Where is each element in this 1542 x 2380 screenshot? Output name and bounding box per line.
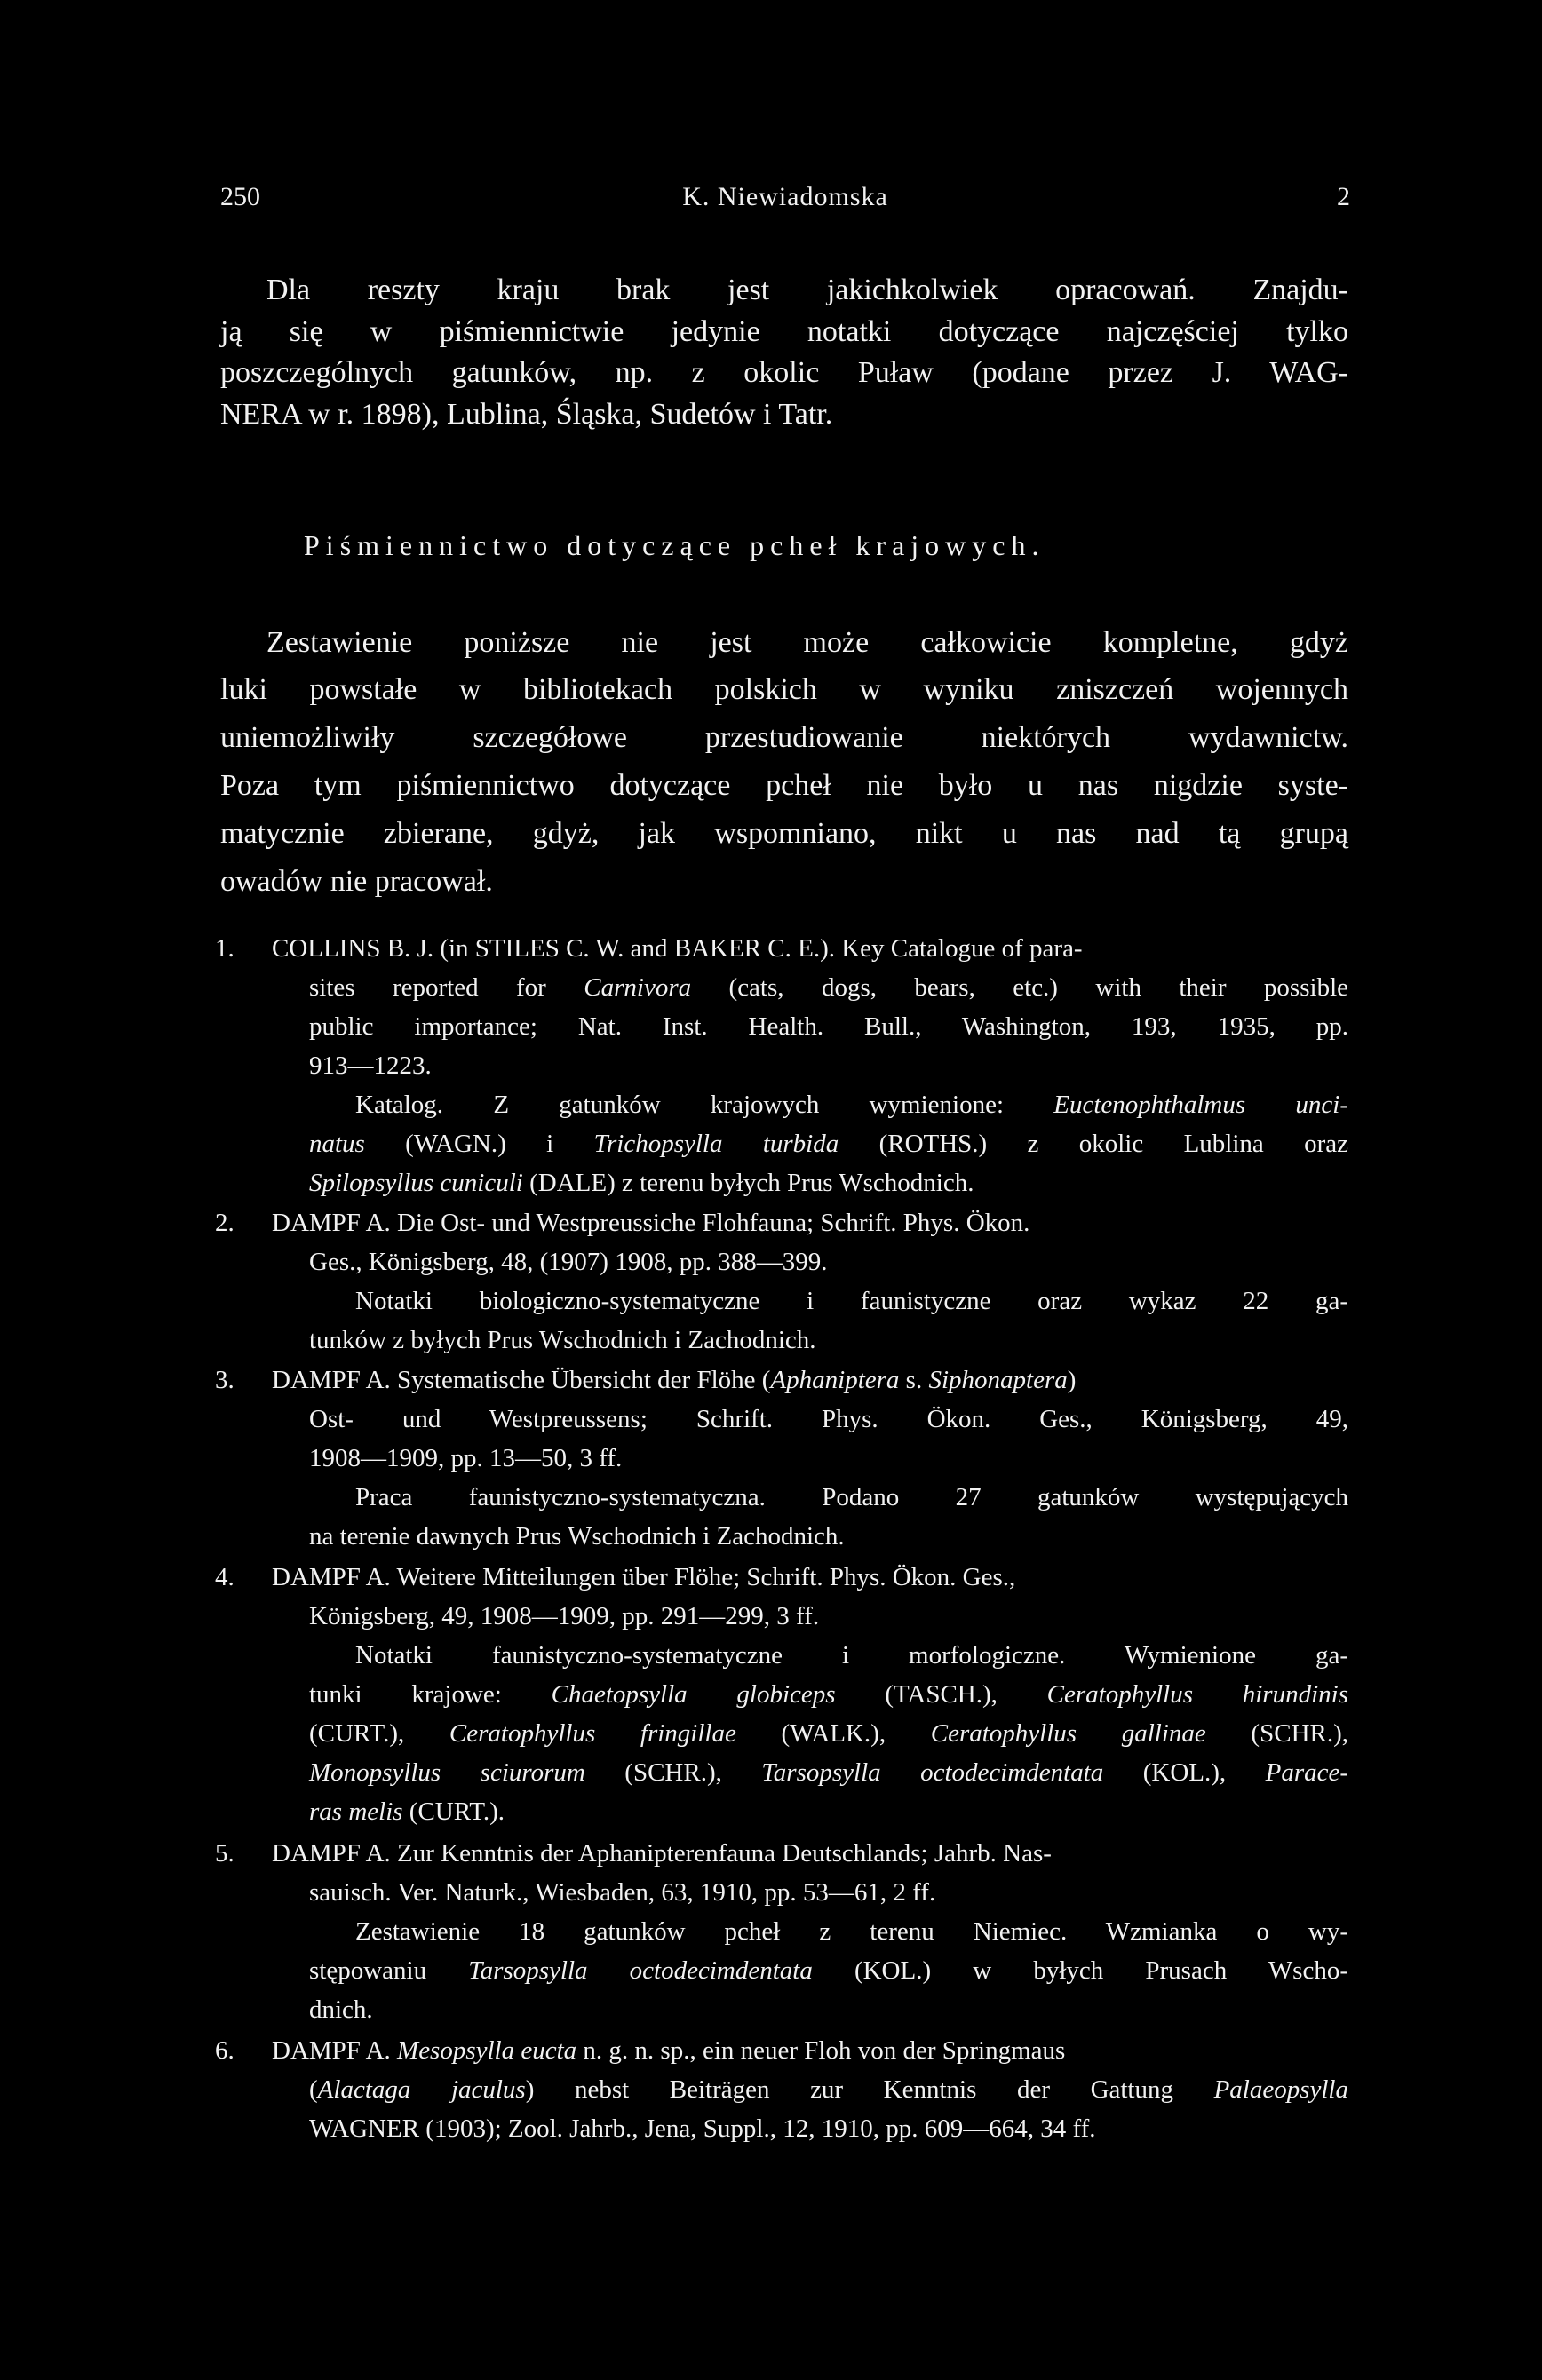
reference-number: 3. <box>215 1366 234 1394</box>
reference-comment: Praca faunistyczno-systematyczna. Podano 27 gatunków występujących <box>355 1483 1348 1511</box>
reference-number: 2. <box>215 1209 234 1237</box>
paragraph-line: uniemożliwiły szczegółowe przestudiowanie niektórych wydawnictw. <box>220 721 1348 754</box>
paragraph-line: owadów nie pracował. <box>220 865 493 898</box>
intro-line: ją się w piśmiennictwie jedynie notatki dotyczące najczęściej tylko <box>220 315 1348 348</box>
reference-entry-2 <box>215 1209 1029 1238</box>
intro-line: poszczególnych gatunków, np. z okolic Puław (podane przez J. WAG- <box>220 356 1348 389</box>
reference-line: Königsberg, 49, 1908—1909, pp. 291—299, 3 ff. <box>309 1602 820 1630</box>
reference-line: sauisch. Ver. Naturk., Wiesbaden, 63, 1910, pp. 53—61, 2 ff. <box>309 1878 936 1907</box>
reference-line: COLLINS B. J. (in STILES C. W. and BAKER C. E.). Key Catalogue of para- <box>272 934 1083 963</box>
reference-comment: Notatki biologiczno-systematyczne i faunistyczne oraz wykaz 22 ga- <box>355 1287 1348 1315</box>
reference-line: Ges., Königsberg, 48, (1907) 1908, pp. 388—399. <box>309 1248 828 1276</box>
reference-line: 1908—1909, pp. 13—50, 3 ff. <box>309 1444 623 1472</box>
section-number: 2 <box>1337 182 1350 211</box>
reference-number: 5. <box>215 1839 234 1868</box>
paragraph-line: luki powstałe w bibliotekach polskich w wyniku zniszczeń wojennych <box>220 673 1348 706</box>
reference-comment: tunków z byłych Prus Wschodnich i Zachodnich. <box>309 1326 816 1354</box>
reference-line: (Alactaga jaculus) nebst Beiträgen zur Kenntnis der Gattung Palaeopsylla <box>309 2075 1348 2104</box>
reference-number: 6. <box>215 2036 234 2065</box>
reference-comment: Notatki faunistyczno-systematyczne i morfologiczne. Wymienione ga- <box>355 1641 1348 1670</box>
reference-entry-3: 3. DAMPF A. Systematische Übersicht der Flöhe (Aphaniptera s. Siphonaptera) <box>215 1366 1077 1394</box>
page-number: 250 <box>220 182 260 211</box>
paragraph-line: Zestawienie poniższe nie jest może całkowicie kompletne, gdyż <box>266 626 1348 659</box>
reference-number: 1. <box>215 934 234 963</box>
reference-entry-6: 6. DAMPF A. Mesopsylla eucta n. g. n. sp., ein neuer Floh von der Springmaus <box>215 2036 1066 2065</box>
reference-line: public importance; Nat. Inst. Health. Bull., Washington, 193, 1935, pp. <box>309 1012 1348 1041</box>
reference-comment: Zestawienie 18 gatunków pcheł z terenu Niemiec. Wzmianka o wy- <box>355 1917 1348 1946</box>
reference-comment: ras melis (CURT.). <box>309 1797 505 1826</box>
reference-line: DAMPF A. Weitere Mitteilungen über Flöhe; Schrift. Phys. Ökon. Ges., <box>272 1563 1016 1591</box>
reference-comment: stępowaniu Tarsopsylla octodecimdentata (KOL.) w byłych Prusach Wscho- <box>309 1956 1348 1985</box>
reference-comment: dnich. <box>309 1995 373 2024</box>
reference-entry-4 <box>215 1563 1015 1592</box>
paragraph-line: Poza tym piśmiennictwo dotyczące pcheł nie było u nas nigdzie syste- <box>220 769 1348 802</box>
paragraph-line: matycznie zbierane, gdyż, jak wspomniano, nikt u nas nad tą grupą <box>220 817 1348 850</box>
intro-line: NERA w r. 1898), Lublina, Śląska, Sudetów i Tatr. <box>220 398 833 431</box>
reference-entry-5 <box>215 1839 1052 1868</box>
reference-comment: na terenie dawnych Prus Wschodnich i Zachodnich. <box>309 1522 845 1551</box>
running-title: K. Niewiadomska <box>682 182 888 211</box>
reference-number: 4. <box>215 1563 234 1591</box>
reference-line: 913—1223. <box>309 1051 432 1080</box>
reference-comment: Spilopsyllus cuniculi (DALE) z terenu byłych Prus Wschodnich. <box>309 1169 974 1197</box>
reference-comment: (CURT.), Ceratophyllus fringillae (WALK.), Ceratophyllus gallinae (SCHR.), <box>309 1719 1349 1748</box>
running-header <box>220 182 1350 221</box>
reference-line: DAMPF A. Die Ost- und Westpreussiche Flohfauna; Schrift. Phys. Ökon. <box>272 1209 1030 1237</box>
reference-line: Ost- und Westpreussens; Schrift. Phys. Ökon. Ges., Königsberg, 49, <box>309 1405 1348 1433</box>
reference-comment: natus (WAGN.) i Trichopsylla turbida (ROTHS.) z okolic Lublina oraz <box>309 1130 1349 1158</box>
reference-entry-1 <box>215 934 1083 964</box>
reference-comment: tunki krajowe: Chaetopsylla globiceps (TASCH.), Ceratophyllus hirundinis <box>309 1680 1348 1709</box>
reference-line: WAGNER (1903); Zool. Jahrb., Jena, Suppl., 12, 1910, pp. 609—664, 34 ff. <box>309 2114 1096 2143</box>
reference-comment: Katalog. Z gatunków krajowych wymienione: Euctenophthalmus unci- <box>355 1091 1348 1119</box>
section-heading: Piśmiennictwo dotyczące pcheł krajowych. <box>304 529 1045 561</box>
reference-line: sites reported for Carnivora (cats, dogs, bears, etc.) with their possible <box>309 973 1348 1002</box>
intro-line: Dla reszty kraju brak jest jakichkolwiek opracowań. Znajdu- <box>266 274 1348 306</box>
reference-line: DAMPF A. Zur Kenntnis der Aphanipterenfauna Deutschlands; Jahrb. Nas- <box>272 1839 1052 1868</box>
reference-comment: Monopsyllus sciurorum (SCHR.), Tarsopsylla octodecimdentata (KOL.), Parace- <box>309 1758 1349 1787</box>
